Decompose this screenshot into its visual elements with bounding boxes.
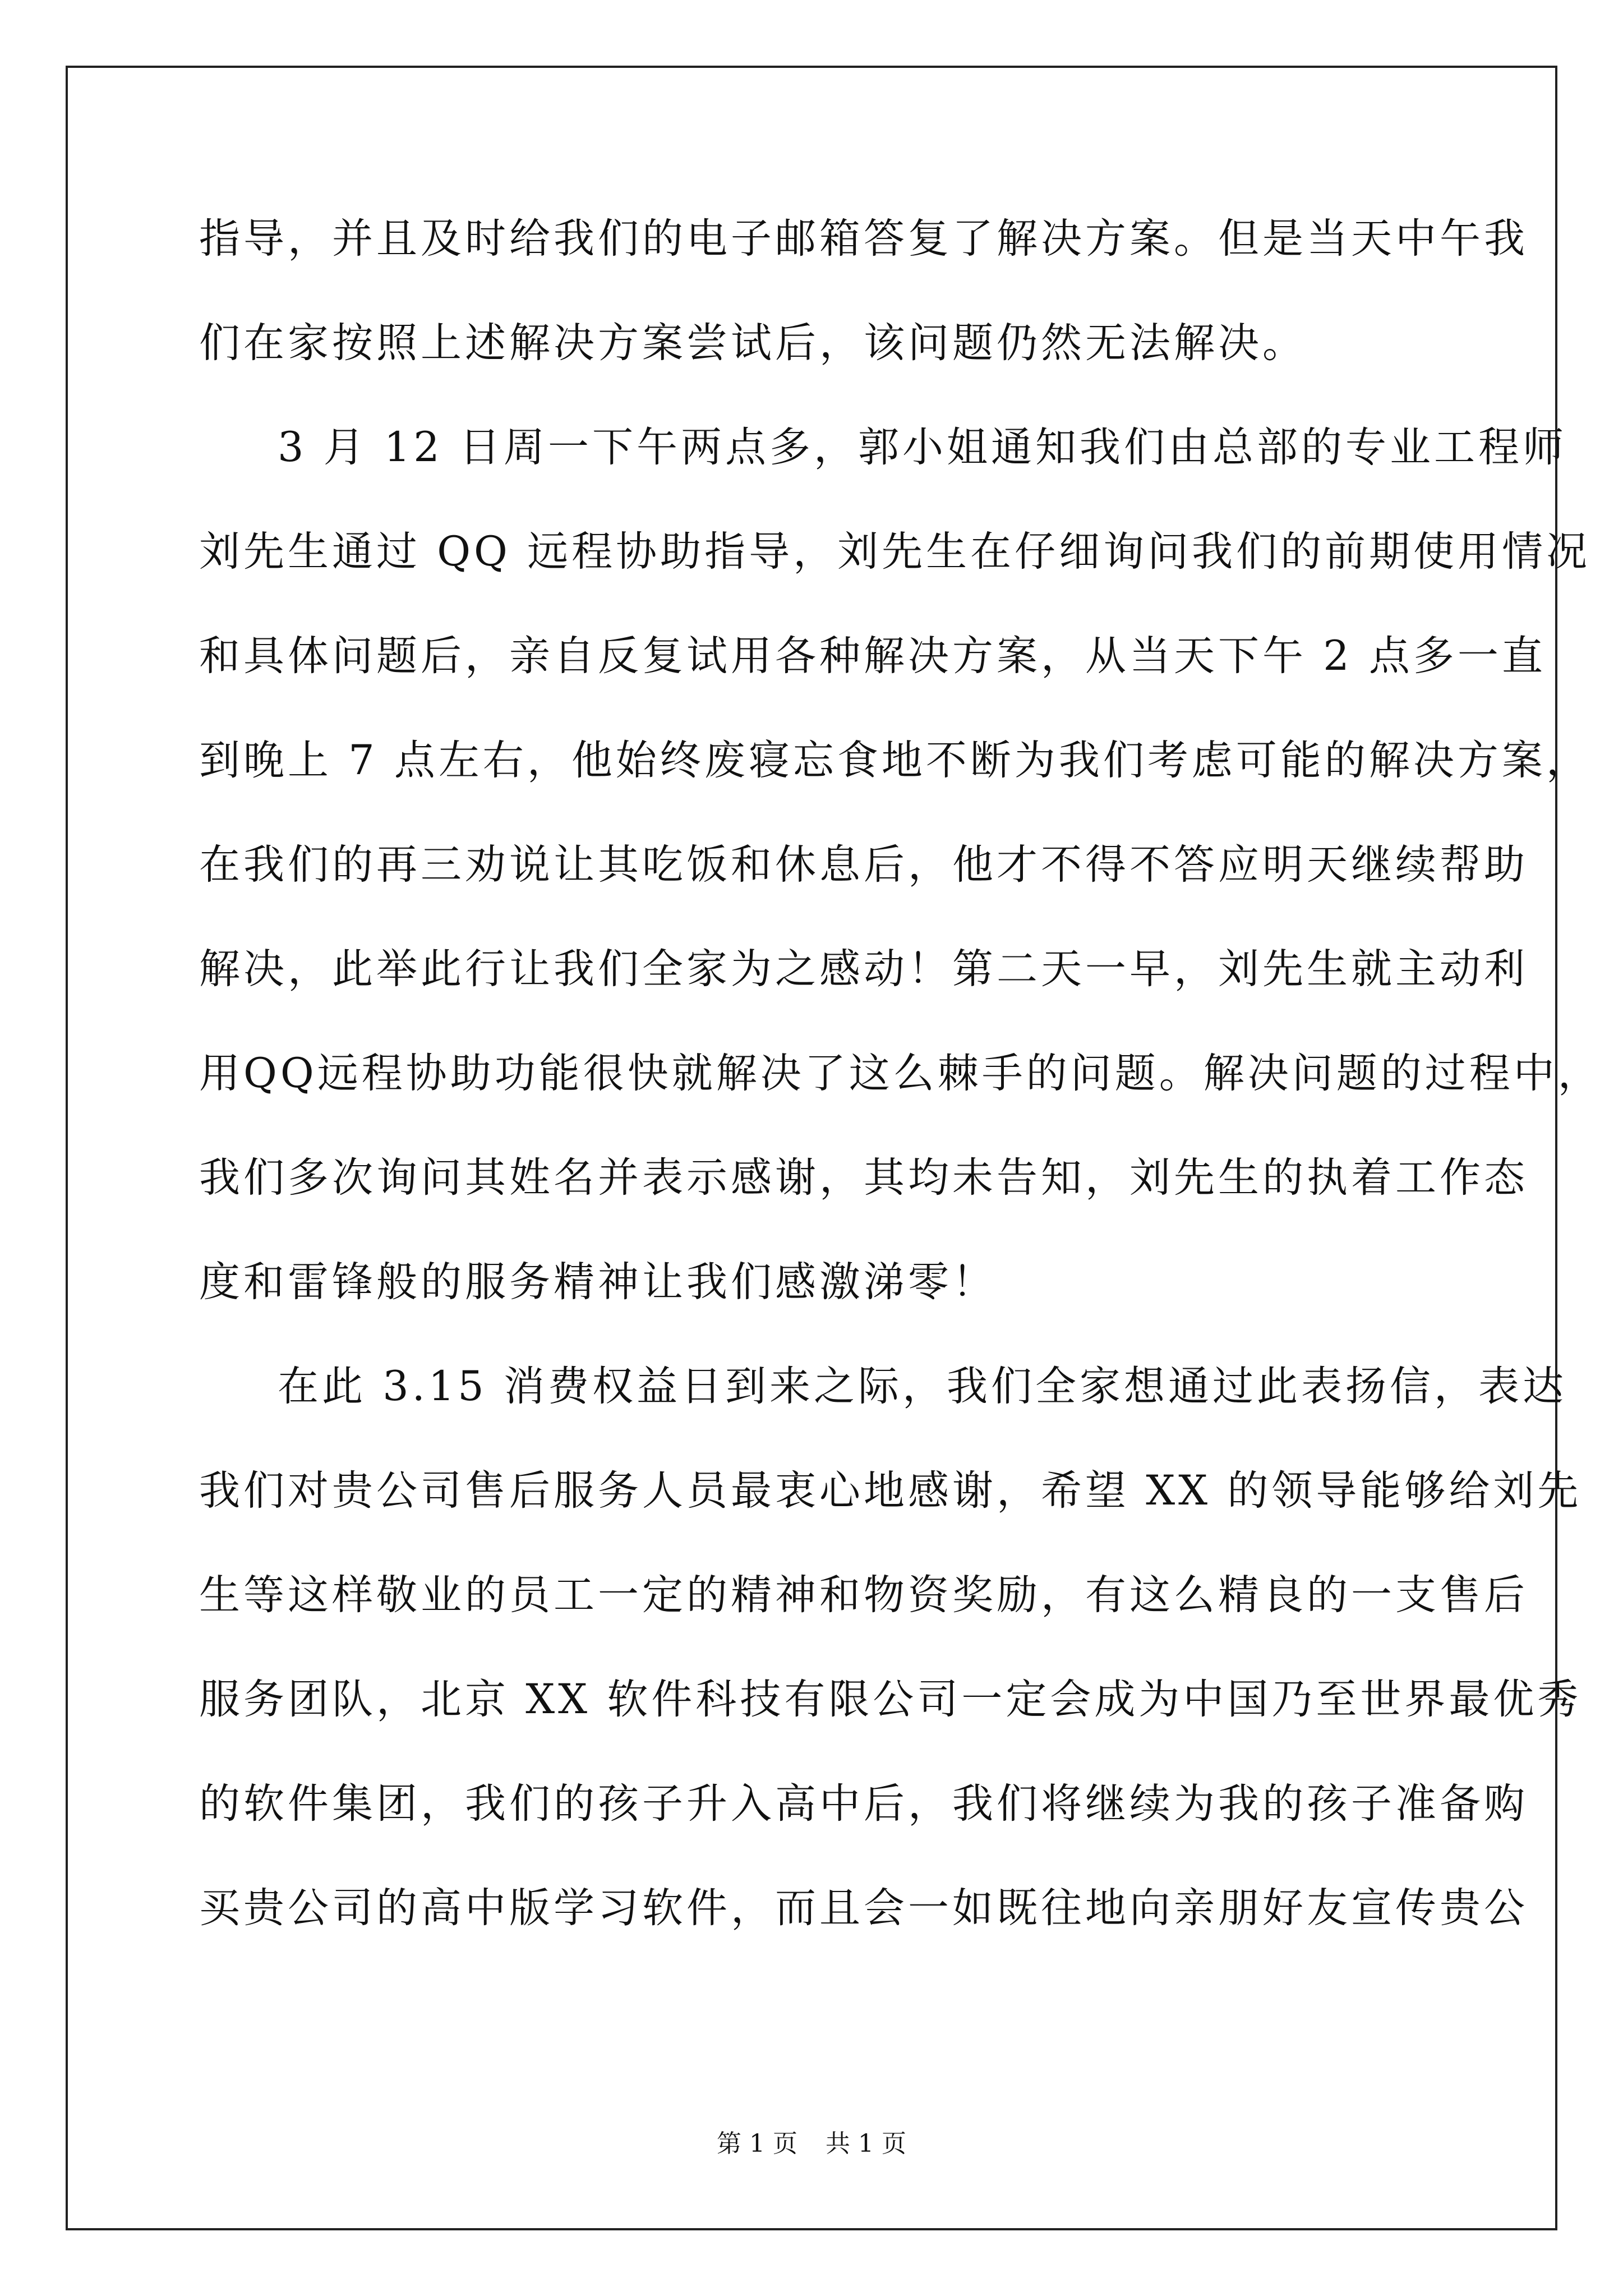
text-line: 刘先生通过 QQ 远程协助指导，刘先生在仔细询问我们的前期使用情况 xyxy=(199,528,1591,576)
text-line: 在此 3.15 消费权益日到来之际，我们全家想通过此表扬信，表达 xyxy=(278,1363,1567,1410)
text-line: 和具体问题后，亲自反复试用各种解决方案，从当天下午 2 点多一直 xyxy=(199,632,1546,680)
page-footer xyxy=(0,2127,1623,2161)
page-total: 共 1 页 xyxy=(826,2129,906,2158)
text-line: 我们多次询问其姓名并表示感谢，其均未告知，刘先生的执着工作态 xyxy=(199,1154,1528,1202)
text-line: 在我们的再三劝说让其吃饭和休息后，他才不得不答应明天继续帮助 xyxy=(199,841,1528,889)
text-line: 用QQ远程协助功能很快就解决了这么棘手的问题。解决问题的过程中， xyxy=(199,1050,1602,1097)
page-number: 第 1 页 xyxy=(717,2129,797,2158)
text-line: 度和雷锋般的服务精神让我们感激涕零！ xyxy=(199,1258,997,1306)
text-line: 服务团队，北京 XX 软件科技有限公司一定会成为中国乃至世界最优秀 xyxy=(199,1676,1582,1723)
text-line: 们在家按照上述解决方案尝试后，该问题仍然无法解决。 xyxy=(199,319,1307,367)
text-line: 我们对贵公司售后服务人员最衷心地感谢，希望 XX 的领导能够给刘先 xyxy=(199,1467,1582,1515)
text-line: 3 月 12 日周一下午两点多，郭小姐通知我们由总部的专业工程师 xyxy=(278,424,1567,471)
document-body xyxy=(199,213,1602,1987)
text-line: 指导，并且及时给我们的电子邮箱答复了解决方案。但是当天中午我 xyxy=(199,215,1528,263)
text-line: 解决，此举此行让我们全家为之感动！第二天一早，刘先生就主动利 xyxy=(199,945,1528,993)
text-line: 的软件集团，我们的孩子升入高中后，我们将继续为我的孩子准备购 xyxy=(199,1780,1528,1828)
text-line: 买贵公司的高中版学习软件，而且会一如既往地向亲朋好友宣传贵公 xyxy=(199,1884,1528,1932)
text-line: 生等这样敬业的员工一定的精神和物资奖励，有这么精良的一支售后 xyxy=(199,1571,1528,1619)
text-line: 到晚上 7 点左右，他始终废寝忘食地不断为我们考虑可能的解决方案， xyxy=(199,737,1590,784)
